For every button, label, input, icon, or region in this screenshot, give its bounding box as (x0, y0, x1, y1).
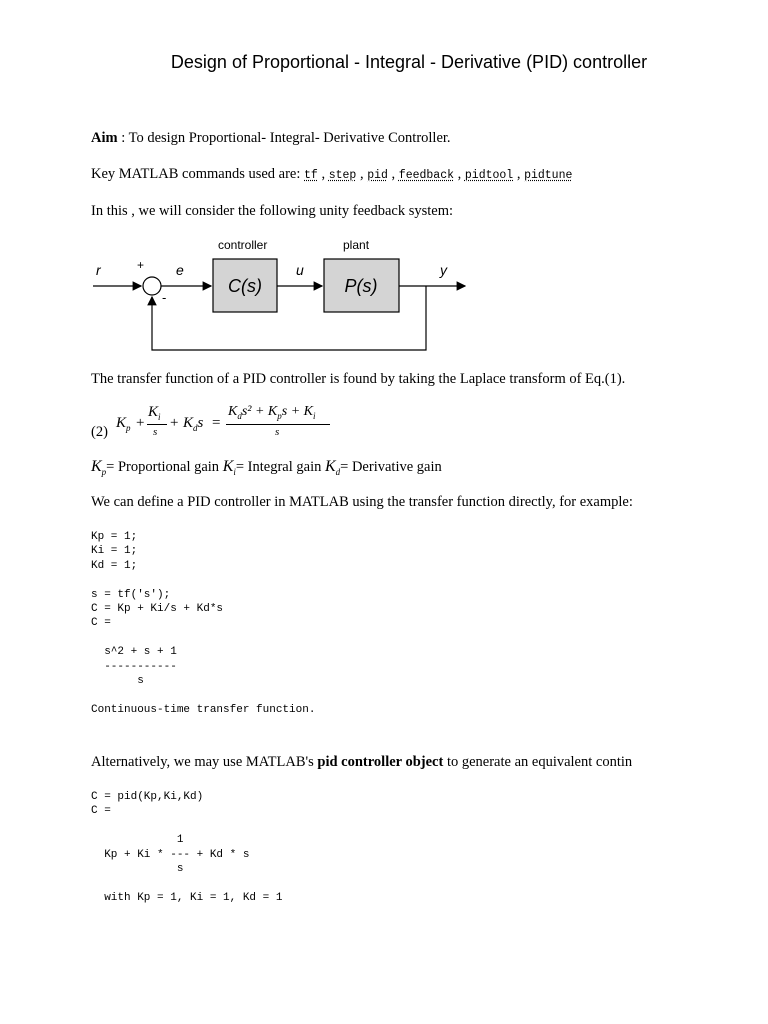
controller-block-label: C(s) (228, 276, 262, 296)
alternative-sentence-bold: pid controller object (317, 754, 444, 770)
ki-description: = Integral gain (235, 459, 325, 475)
kp-description: = Proportional gain (106, 459, 223, 475)
equation-plus: + (170, 415, 179, 431)
equation-ki-numerator: $K_i$ (148, 404, 161, 422)
equation-number: (2) (91, 424, 108, 440)
signal-e-label: e (176, 262, 184, 278)
kp-symbol: $K_p$ (91, 458, 107, 478)
equation-rhs-fraction-bar (226, 424, 330, 425)
signal-u-label: u (296, 262, 304, 278)
command-link-pidtool[interactable]: pidtool (464, 169, 514, 182)
equation-fraction-bar (147, 424, 167, 425)
equation-ki-denominator: s (153, 426, 158, 438)
command-separator: , (317, 166, 329, 182)
aim-text: : To design Proportional- Integral- Derivative Controller. (117, 130, 451, 146)
command-separator: , (356, 166, 368, 182)
kd-description: = Derivative gain (340, 459, 442, 475)
code-block-transfer-function: Kp = 1; Ki = 1; Kd = 1; s = tf('s'); C = Kp + Ki/s + Kd*s C = s^2 + s + 1 ----------- s Continuous-time transfer function. (91, 531, 316, 716)
command-link-step[interactable]: step (328, 169, 357, 182)
feedback-block-diagram (88, 232, 478, 357)
equation-rhs-numerator: $K_ds^2 + K_ps + K_i$ (228, 404, 316, 421)
alternative-sentence-end: to generate an equivalent contin (443, 754, 633, 770)
equation-plus: + (136, 415, 145, 431)
commands-prefix: Key MATLAB commands used are: (91, 166, 305, 182)
command-separator: , (454, 166, 465, 182)
command-link-feedback[interactable]: feedback (398, 169, 455, 182)
plant-label: plant (343, 238, 370, 252)
define-sentence: We can define a PID controller in MATLAB using the transfer function directly, for example: (91, 494, 633, 510)
equation-equals: = (212, 415, 221, 431)
sum-plus-label: + (137, 258, 145, 272)
aim-label: Aim (91, 130, 118, 146)
ki-symbol: $K_i$ (222, 458, 236, 478)
kd-symbol: $K_d$ (324, 458, 341, 478)
command-link-pidtune[interactable]: pidtune (524, 169, 573, 182)
command-link-tf[interactable]: tf (304, 169, 318, 182)
page-title: Design of Proportional - Integral - Derivative (PID) controller (170, 52, 648, 72)
transfer-function-sentence: The transfer function of a PID controller is found by taking the Laplace transform of Eq.(1). (91, 371, 626, 387)
gains-legend (91, 458, 442, 477)
commands-paragraph (91, 166, 572, 183)
command-link-pid[interactable]: pid (367, 169, 388, 182)
code-block-pid-object: C = pid(Kp,Ki,Kd) C = 1 Kp + Ki * --- + Kd * s s with Kp = 1, Ki = 1, Kd = 1 (91, 791, 283, 904)
command-separator: , (387, 166, 399, 182)
signal-r-label: r (96, 262, 101, 278)
alternative-sentence-start: Alternatively, we may use MATLAB's (91, 754, 318, 770)
sum-minus-label: - (162, 290, 167, 305)
plant-block-label: P(s) (344, 276, 378, 296)
equation-rhs-denominator: s (275, 426, 280, 438)
summing-junction (143, 277, 161, 295)
alternative-sentence (91, 754, 632, 771)
signal-y-label: y (440, 262, 447, 278)
intro-paragraph: In this , we will consider the following unity feedback system: (91, 203, 454, 219)
pid-equation (91, 402, 351, 442)
command-separator: , (513, 166, 525, 182)
equation-kd-term: $K_ds$ (183, 415, 204, 433)
aim-paragraph (91, 130, 451, 147)
equation-kp: $K_p$ (116, 415, 131, 433)
controller-label: controller (218, 238, 268, 252)
